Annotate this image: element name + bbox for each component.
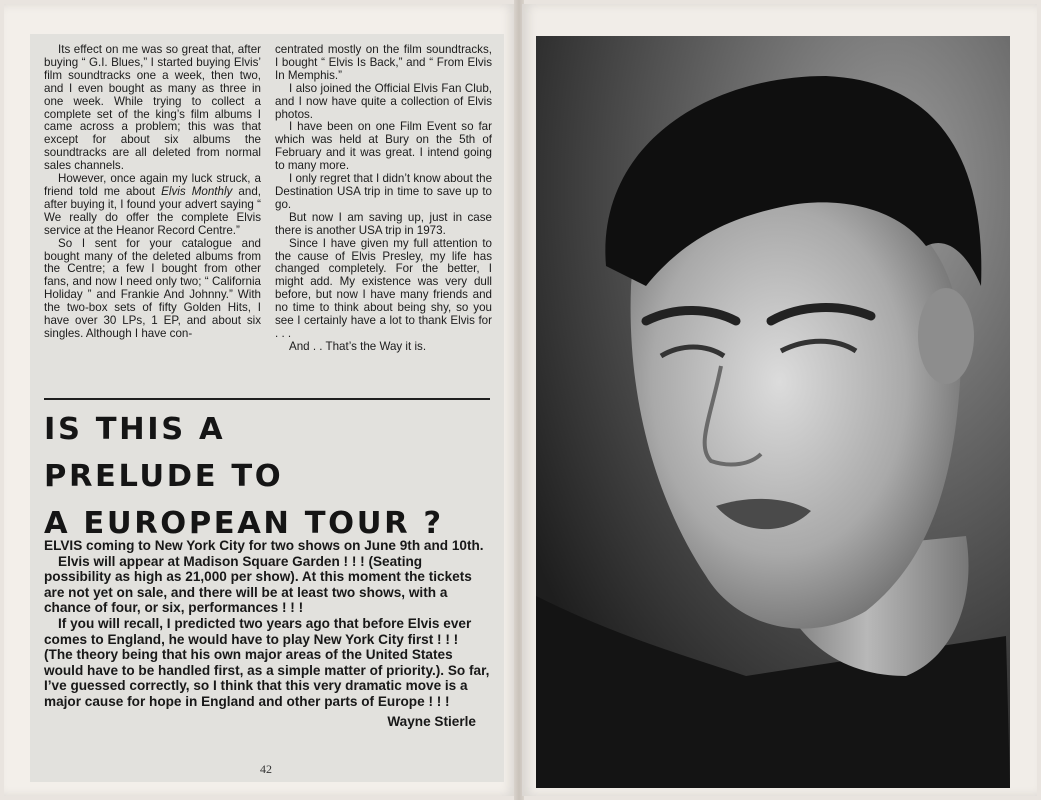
headline-line: A EUROPEAN TOUR ?: [44, 506, 444, 541]
paragraph: Elvis will appear at Madison Square Garden ! ! ! (Seating possibility as high as 21,000 per show). At this moment the tickets are not yet on sale, and there will be at least two shows, with a chance of four, or six, performances ! ! !: [44, 553, 472, 616]
paragraph: Its effect on me was so great that, after buying “ G.I. Blues,” I started buying Elvis’ film soundtracks one a week, then two, and I even bought as many as three in one week. While trying to collect a complete set of the king’s film albums I came across a problem; this was that except for about six albums the soundtracks are all deleted from normal sales channels.: [44, 43, 261, 173]
headline: [44, 406, 496, 547]
paragraph: If you will recall, I predicted two years ago that before Elvis ever comes to England, he would have to play New York City first ! ! ! (The theory being that his own major areas of the United States would have to be handled first, as a simple matter of priority.). So far, I’ve guessed correctly, so I think that this very dramatic move is a major cause for hope in England and other parts of Europe ! ! !: [44, 615, 490, 709]
paragraph: centrated mostly on the film soundtracks, I bought “ Elvis Is Back,” and “ From Elvis In Memphis.”: [275, 43, 492, 82]
portrait-image: [536, 36, 1010, 788]
column-1: [44, 44, 261, 398]
headline-line: IS THIS A: [44, 412, 226, 447]
paragraph: Since I have given my full attention to the cause of Elvis Presley, my life has changed completely. For the better, I might add. My existence was very dull before, but now I have many friends and no time to think about being shy, so you see I certainly have a lot to thank Elvis for . . .: [275, 236, 492, 340]
article-lead: ELVIS coming to New York City for two shows on June 9th and 10th.: [44, 538, 484, 553]
paragraph: So I sent for your catalogue and bought many of the deleted albums from the Centre; a few I bought from other fans, and now I need only two; “ California Holiday ” and Frankie And Johnny.” With the two-box sets of fifty Golden Hits, I have over 30 LPs, 1 EP, and about six singles. Although I have con-: [44, 236, 261, 340]
paragraph: And . . That’s the Way it is.: [289, 339, 427, 353]
byline: Wayne Stierle: [387, 713, 476, 729]
paragraph: I also joined the Official Elvis Fan Club, and I now have quite a collection of Elvis photos.: [275, 81, 492, 121]
paragraph: I only regret that I didn’t know about the Destination USA trip in time to save up to go.: [275, 172, 493, 211]
column-2: [275, 44, 492, 398]
magazine-title: Elvis Monthly: [161, 184, 233, 198]
headline-line: PRELUDE TO: [44, 459, 284, 494]
paragraph: However, once again my luck struck, a friend told me about Elvis Monthly and, after buying it, I found your advert saying “ We really do offer the complete Elvis service at the Heanor Record Centre.”: [44, 172, 261, 237]
text-block: [30, 34, 504, 782]
paragraph: But now I am saving up, just in case there is another USA trip in 1973.: [275, 210, 492, 237]
divider-rule: [44, 398, 490, 400]
article-body: [44, 538, 490, 729]
portrait-photo: [536, 36, 1010, 788]
letter-columns: [44, 44, 492, 398]
page-number: 42: [260, 762, 272, 776]
paragraph: I have been on one Film Event so far which was held at Bury on the 5th of February and it was great. I intend going to many more.: [275, 120, 492, 173]
